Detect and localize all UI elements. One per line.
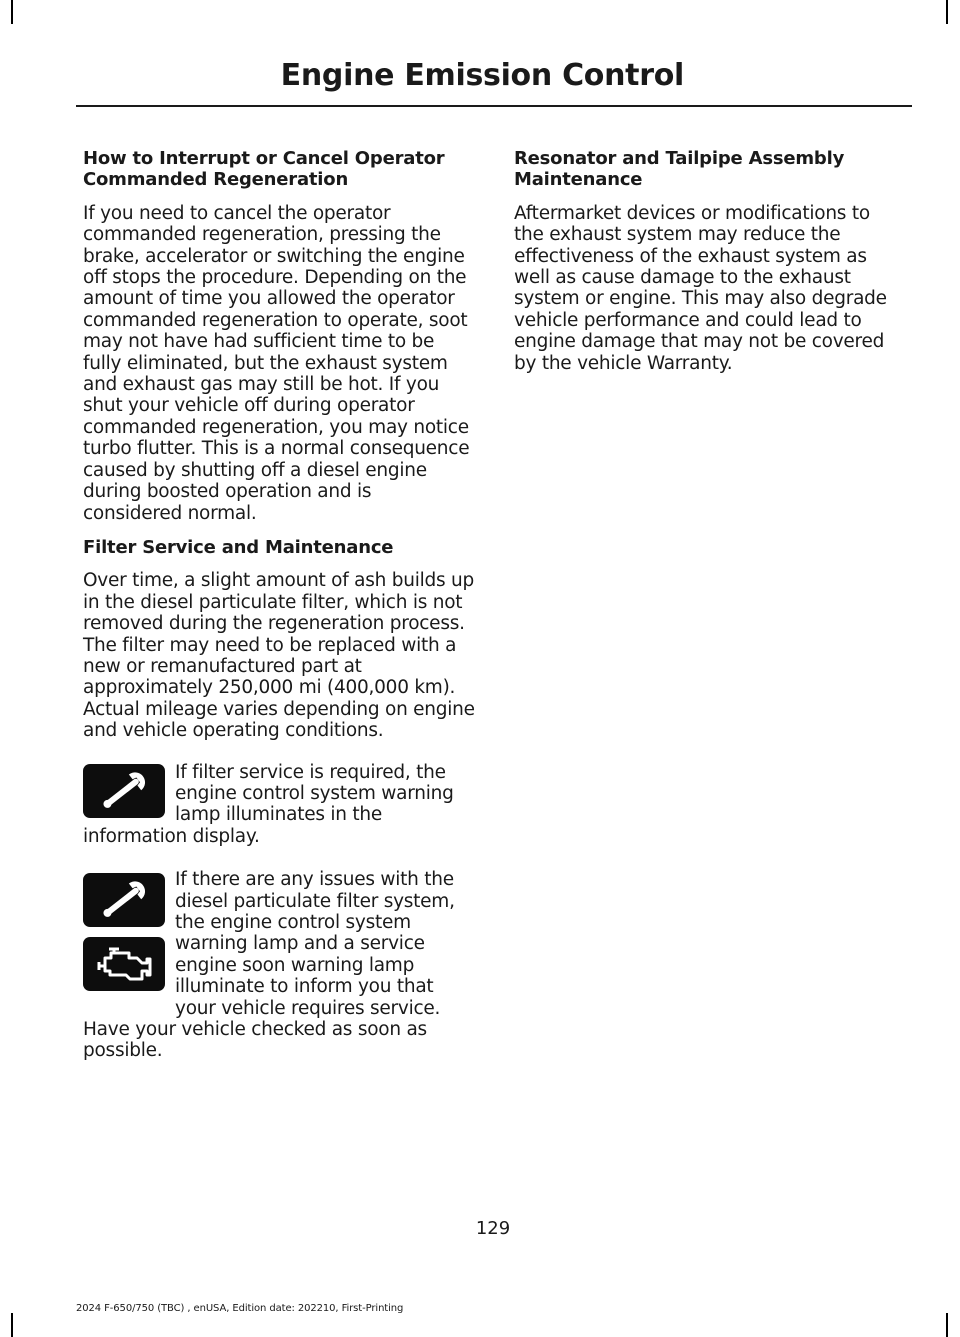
icon-stack <box>83 873 165 1001</box>
check-engine-icon <box>83 937 165 991</box>
section-cancel-regeneration <box>83 148 475 524</box>
footer-edition-info: 2024 F-650/750 (TBC) , enUSA, Edition date: 202210, First-Printing <box>76 1303 404 1314</box>
section-heading: Filter Service and Maintenance <box>83 536 394 558</box>
figure-dpf-issue-lamps <box>83 869 475 1062</box>
page-number: 129 <box>475 1218 511 1239</box>
figure-text: If there are any issues with the diesel particulate filter system, the engine control system warning lamp and a service engine soon warning lamp illuminate to inform you that your vehicle requires service. Have your vehicle checked as soon as possible. <box>83 869 455 1062</box>
left-column <box>83 148 475 1062</box>
section-heading: Resonator and Tailpipe Assembly Maintenance <box>514 148 845 191</box>
crop-mark-bottom-right <box>946 1313 948 1337</box>
section-heading: How to Interrupt or Cancel Operator Commanded Regeneration <box>83 148 445 191</box>
crop-mark-top-left <box>11 0 13 24</box>
section-filter-service <box>83 537 475 742</box>
section-paragraph: Over time, a slight amount of ash builds up in the diesel particulate filter, which is not removed during the regeneration process. The filter may need to be replaced with a new or remanufactured part at approximately 250,000 mi (400,000 km). Actual mileage varies depending on engine and vehicle operating conditions. <box>83 570 475 742</box>
figure-text: If filter service is required, the engine control system warning lamp illuminates in the information display. <box>83 761 454 847</box>
section-paragraph: If you need to cancel the operator commanded regeneration, pressing the brake, accelerator or switching the engine off stops the procedure. Depending on the amount of time you allowed the operator commanded regeneration to operate, soot may not have had sufficient time to be fully eliminated, but the exhaust system and exhaust gas may still be hot. If you shut your vehicle off during operator commanded regeneration, you may notice turbo flutter. This is a normal consequence caused by shutting off a diesel engine during boosted operation and is considered normal. <box>83 202 470 524</box>
wrench-icon <box>83 873 165 927</box>
crop-mark-top-right <box>946 0 948 24</box>
figure-filter-service-lamp <box>83 762 475 848</box>
section-paragraph: Aftermarket devices or modifications to the exhaust system may reduce the effectiveness of the exhaust system as well as cause damage to the exhaust system or engine. This may also degrade vehicle performance and could lead to engine damage that may not be covered by the vehicle Warranty. <box>514 202 887 374</box>
wrench-icon <box>83 764 165 818</box>
page-title: Engine Emission Control <box>280 58 684 93</box>
crop-mark-bottom-left <box>11 1313 13 1337</box>
header-divider <box>76 105 912 107</box>
right-column <box>514 148 902 387</box>
